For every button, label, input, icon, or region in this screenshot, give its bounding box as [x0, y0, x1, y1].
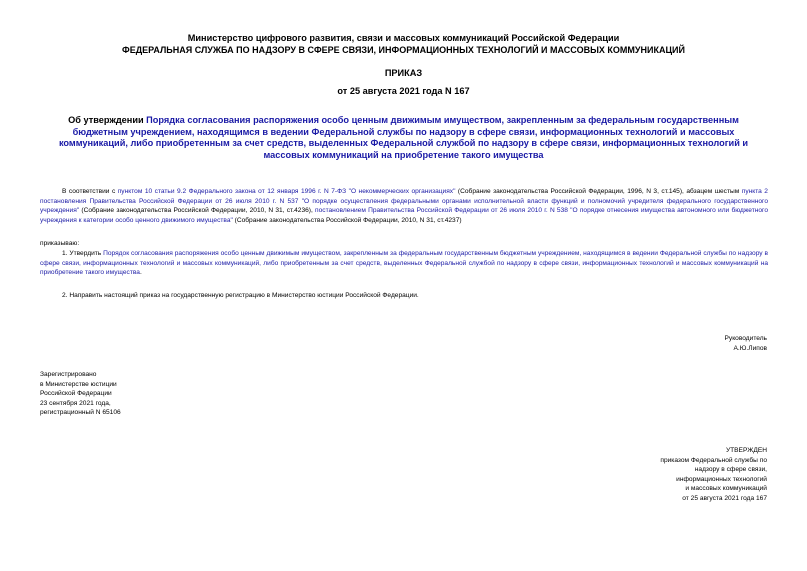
item-1-end: .: [139, 269, 142, 277]
service-name: ФЕДЕРАЛЬНАЯ СЛУЖБА ПО НАДЗОРУ В СФЕРЕ СВЯЗИ, ИНФОРМАЦИОННЫХ ТЕХНОЛОГИЙ И МАССОВЫХ КОММУНИКАЦИЙ: [122, 45, 685, 55]
approval-line-5: и массовых коммуникаций: [685, 485, 767, 493]
approval-title: УТВЕРЖДЕН: [725, 447, 767, 454]
preamble-text-2: (Собрание законодательства Российской Федерации, 1996, N 3, ст.145), абзацем шестым: [455, 188, 742, 195]
doc-type: ПРИКАЗ: [384, 68, 423, 78]
resolution-538-link[interactable]: постановлением Правительства Российской Федерации от 26 июля 2010 г. N 538 "О порядке отнесения имущества автономного или бюджетного учреждения к категории особо ценного движимого имущества": [40, 207, 768, 224]
registration-line-2: в Министерстве юстиции: [40, 380, 117, 388]
registration-block: [40, 370, 121, 418]
approval-line-2: приказом Федеральной службы по: [660, 456, 767, 464]
preamble-text-3: (Собрание законодательства Российской Федерации, 2010, N 31, ст.4236),: [79, 207, 316, 215]
title-link[interactable]: Порядка согласования распоряжения особо ценным движимым имуществом, закрепленным за федеральным государственным бюджетным учреждением, находящимся в ведении Федеральной службы по надзору в сфере связи, информационных технологий и массовых коммуникаций, либо приобретенным за счет средств, выделенных Федеральной службой по надзору в сфере связи, информационных технологий и массовых коммуникаций на приобретение такого имущества: [58, 115, 749, 160]
resolution-537-link[interactable]: пункта 2 постановления Правительства Российской Федерации от 26 июля 2010 г. N 537 "О порядке осуществления федеральными органами исполнительной власти функций и полномочий учредителя федерального государственного учреждения": [40, 188, 768, 215]
approval-block: [660, 446, 767, 504]
approval-line-4: информационных технологий: [676, 475, 767, 483]
ministry-name: Министерство цифрового развития, связи и массовых коммуникаций Российской Федерации: [187, 33, 620, 43]
approval-line-6: от 25 августа 2021 года 167: [682, 494, 767, 502]
registration-line-3: Российской Федерации: [40, 390, 112, 398]
signer-position: Руководитель: [724, 335, 767, 342]
preamble-text-1: В соответствии с: [62, 188, 118, 195]
title-prefix: Об утверждении: [68, 115, 147, 125]
order-word: приказываю:: [40, 240, 80, 247]
doc-date-number: от 25 августа 2021 года N 167: [337, 86, 470, 96]
registration-line-5: регистрационный N 65106: [40, 409, 121, 417]
approval-line-3: надзору в сфере связи,: [694, 466, 767, 474]
registration-line-4: 23 сентября 2021 года,: [40, 399, 111, 407]
law-link[interactable]: пунктом 10 статьи 9.2 Федерального закона от 12 января 1996 г. N 7-ФЗ "О некоммерческих организациях": [117, 188, 456, 195]
registration-line-1: Зарегистрировано: [40, 371, 97, 378]
preamble-paragraph: [40, 187, 768, 225]
preamble-text-4: (Собрание законодательства Российской Федерации, 2010, N 31, ст.4237): [232, 216, 462, 224]
doc-title: [40, 115, 767, 161]
signer-name: А.Ю.Липов: [733, 344, 767, 352]
item-1-text: 1. Утвердить: [62, 250, 104, 257]
item-2: 2. Направить настоящий приказ на государственную регистрацию в Министерство юстиции Российской Федерации.: [62, 292, 419, 299]
signature-block: [725, 334, 767, 353]
item-1: [40, 249, 768, 278]
procedure-link[interactable]: Порядок согласования распоряжения особо ценным движимым имуществом, закрепленным за федеральным государственным бюджетным учреждением, находящимся в ведении Федеральной службы по надзору в сфере связи, информационных технологий и массовых коммуникаций, либо приобретенным за счет средств, выделенных Федеральной службой по надзору в сфере связи, информационных технологий и массовых коммуникаций на приобретение такого имущества: [40, 250, 768, 277]
